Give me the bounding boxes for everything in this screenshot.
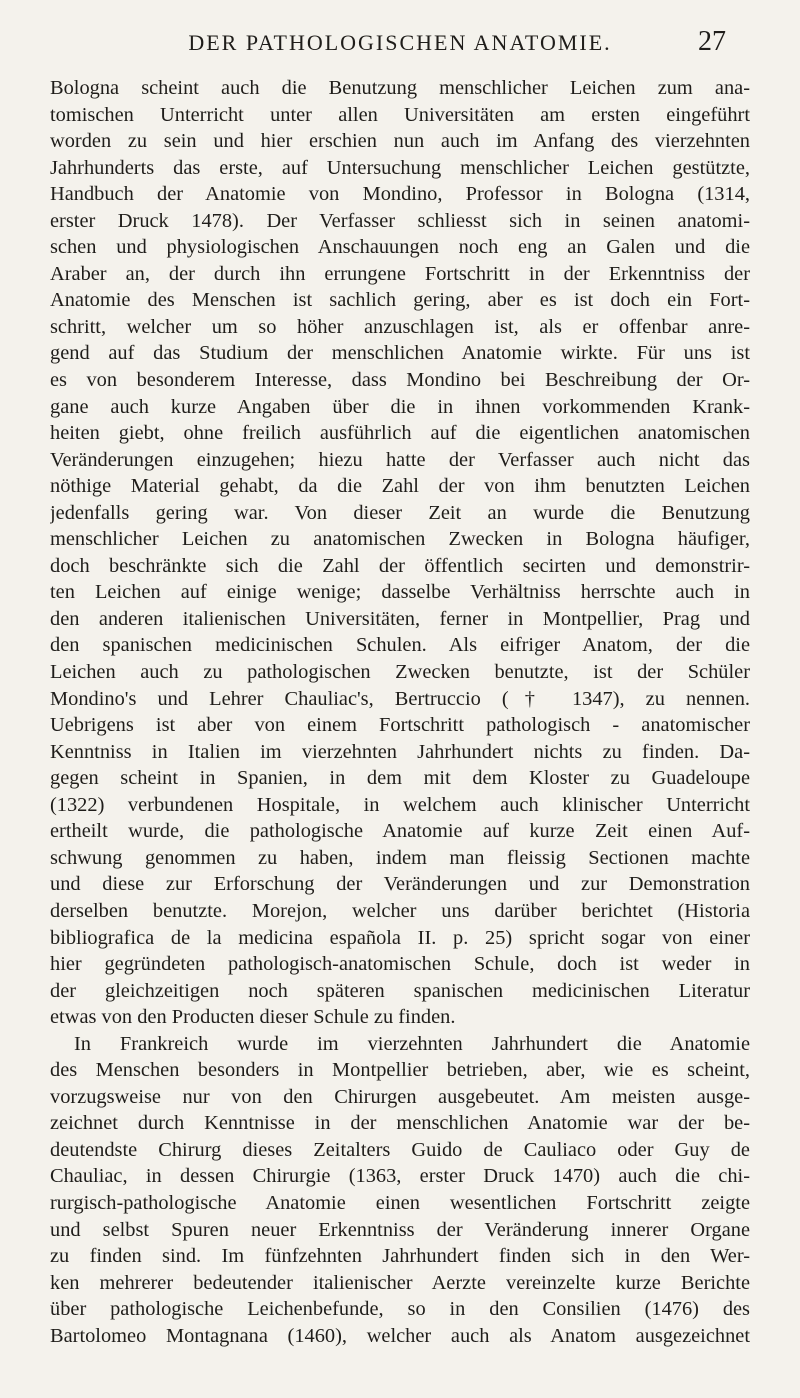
page-number: 27 bbox=[698, 26, 726, 57]
text-line: Araber an, der durch ihn errungene Fortschritt in der Erkenntniss der bbox=[50, 262, 750, 285]
text-line: des Menschen besonders in Montpellier betrieben, aber, wie es scheint, bbox=[50, 1059, 750, 1082]
text-line: Veränderungen einzugehen; hiezu hatte der Verfasser auch nicht das bbox=[50, 448, 750, 471]
text-line: gend auf das Studium der menschlichen Anatomie wirkte. Für uns ist bbox=[50, 342, 750, 365]
text-line: (1322) verbundenen Hospitale, in welchem auch klinischer Unterricht bbox=[50, 793, 750, 816]
text-line: jedenfalls gering war. Von dieser Zeit an wurde die Benutzung bbox=[50, 501, 750, 524]
body-text bbox=[50, 75, 750, 1349]
text-line: gegen scheint in Spanien, in dem mit dem Kloster zu Guadeloupe bbox=[50, 767, 750, 790]
text-line: Bartolomeo Montagnana (1460), welcher auch als Anatom ausgezeichnet bbox=[50, 1324, 750, 1347]
text-line: Anatomie des Menschen ist sachlich gering, aber es ist doch ein Fort- bbox=[50, 289, 750, 312]
text-line: In Frankreich wurde im vierzehnten Jahrhundert die Anatomie bbox=[74, 1032, 750, 1055]
text-line: bibliografica de la medicina española II. p. 25) spricht sogar von einer bbox=[50, 926, 750, 949]
text-line: schritt, welcher um so höher anzuschlagen ist, als er offenbar anre- bbox=[50, 315, 750, 338]
text-line: Mondino's und Lehrer Chauliac's, Bertruccio († 1347), zu nennen. bbox=[50, 687, 750, 710]
text-line: Leichen auch zu pathologischen Zwecken benutzte, ist der Schüler bbox=[50, 661, 750, 684]
text-line: zu finden sind. Im fünfzehnten Jahrhundert finden sich in den Wer- bbox=[50, 1245, 750, 1268]
text-line: den spanischen medicinischen Schulen. Als eifriger Anatom, der die bbox=[50, 634, 750, 657]
text-line: und selbst Spuren neuer Erkenntniss der Veränderung innerer Organe bbox=[50, 1218, 750, 1241]
text-line: etwas von den Producten dieser Schule zu finden. bbox=[50, 1006, 456, 1029]
text-line: menschlicher Leichen zu anatomischen Zwecken in Bologna häufiger, bbox=[50, 528, 750, 551]
running-head bbox=[0, 26, 800, 66]
text-line: derselben benutzte. Morejon, welcher uns darüber berichtet (Historia bbox=[50, 899, 750, 922]
text-line: der gleichzeitigen noch späteren spanischen medicinischen Literatur bbox=[50, 979, 750, 1002]
text-line: ten Leichen auf einige wenige; dasselbe Verhältniss herrschte auch in bbox=[50, 581, 750, 604]
text-line: heiten giebt, ohne freilich ausführlich auf die eigentlichen anatomischen bbox=[50, 422, 750, 445]
text-line: vorzugsweise nur von den Chirurgen ausgebeutet. Am meisten ausge- bbox=[50, 1085, 750, 1108]
text-line: Jahrhunderts das erste, auf Untersuchung menschlicher Leichen gestützte, bbox=[50, 156, 750, 179]
text-line: Kenntniss in Italien im vierzehnten Jahrhundert nichts zu finden. Da- bbox=[50, 740, 750, 763]
text-line: Bologna scheint auch die Benutzung menschlicher Leichen zum ana- bbox=[50, 77, 750, 99]
text-line: doch beschränkte sich die Zahl der öffentlich secirten und demonstrir- bbox=[50, 554, 750, 577]
text-line: Uebrigens ist aber von einem Fortschritt pathologisch - anatomischer bbox=[50, 714, 750, 737]
running-title: DER PATHOLOGISCHEN ANATOMIE. bbox=[188, 30, 612, 55]
text-line: worden zu sein und hier erschien nun auch im Anfang des vierzehnten bbox=[50, 130, 750, 153]
text-line: gane auch kurze Angaben über die in ihnen vorkommenden Krank- bbox=[50, 395, 750, 418]
text-line: es von besonderem Interesse, dass Mondino bei Beschreibung der Or- bbox=[50, 369, 750, 392]
text-line: ken mehrerer bedeutender italienischer Aerzte vereinzelte kurze Berichte bbox=[50, 1271, 750, 1294]
text-line: hier gegründeten pathologisch-anatomischen Schule, doch ist weder in bbox=[50, 953, 750, 976]
text-line: nöthige Material gehabt, da die Zahl der von ihm benutzten Leichen bbox=[50, 475, 750, 498]
text-line: Chauliac, in dessen Chirurgie (1363, erster Druck 1470) auch die chi- bbox=[50, 1165, 750, 1188]
text-line: deutendste Chirurg dieses Zeitalters Guido de Cauliaco oder Guy de bbox=[50, 1138, 750, 1161]
text-line: tomischen Unterricht unter allen Universitäten am ersten eingeführt bbox=[50, 103, 750, 126]
text-line: über pathologische Leichenbefunde, so in den Consilien (1476) des bbox=[50, 1298, 750, 1321]
text-line: zeichnet durch Kenntnisse in der menschlichen Anatomie war der be- bbox=[50, 1112, 750, 1135]
text-line: ertheilt wurde, die pathologische Anatomie auf kurze Zeit einen Auf- bbox=[50, 820, 750, 843]
text-line: Handbuch der Anatomie von Mondino, Professor in Bologna (1314, bbox=[50, 183, 750, 206]
text-line: den anderen italienischen Universitäten, ferner in Montpellier, Prag und bbox=[50, 607, 750, 630]
text-line: und diese zur Erforschung der Veränderungen und zur Demonstration bbox=[50, 873, 750, 896]
text-line: schwung genommen zu haben, indem man fleissig Sectionen machte bbox=[50, 846, 750, 869]
text-line: rurgisch-pathologische Anatomie einen wesentlichen Fortschritt zeigte bbox=[50, 1191, 750, 1214]
text-line: erster Druck 1478). Der Verfasser schliesst sich in seinen anatomi- bbox=[50, 209, 750, 232]
text-line: schen und physiologischen Anschauungen noch eng an Galen und die bbox=[50, 236, 750, 259]
